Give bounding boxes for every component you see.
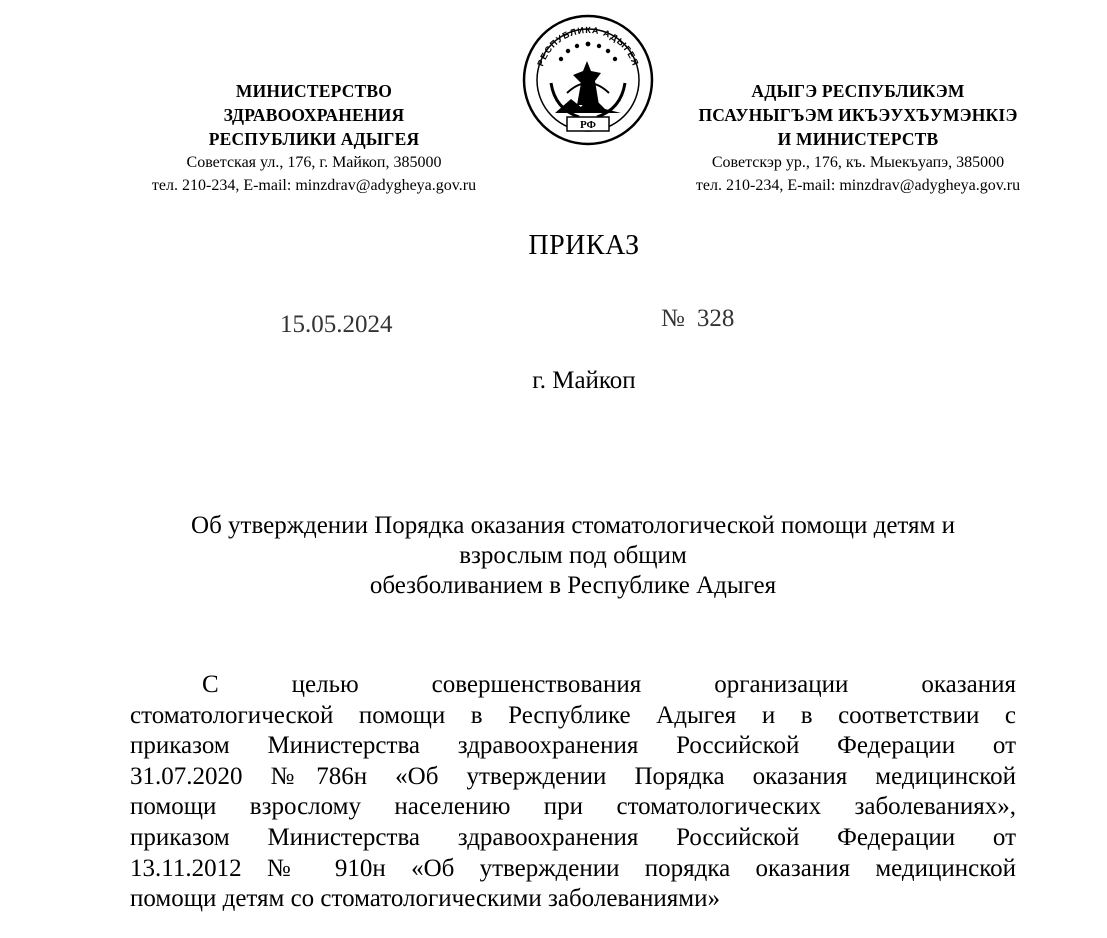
number-value: 328 [696,305,735,332]
header-left-ministry [100,79,528,197]
ministry-address-adyghe: Советскэр ур., 176, къ. Мыекъуапэ, 385000 [711,154,1005,171]
document-type-title: ПРИКАЗ [528,230,640,261]
header-right-ministry [640,79,1076,197]
ministry-name-line-adyghe: И МИНИСТЕРСТВ [777,129,939,149]
ministry-address: Советская ул., 176, г. Майкоп, 385000 [186,154,442,171]
number-sign: № [661,305,685,332]
subject-line: взрослым под общим [459,542,687,569]
emblem-ring-text: РЕСПУБЛИКА АДЫГЕЯ [535,24,641,68]
body-line: стоматологической помощи в Республике Адыгея и в соответствии с [130,701,1016,729]
ministry-contacts-adyghe: тел. 210-234, E-mail: minzdrav@adygheya.gov.ru [695,177,1021,194]
document-subject [130,511,1016,601]
document-city: г. Майкоп [532,367,636,394]
ministry-name-line: ЗДРАВООХРАНЕНИЯ [223,105,405,125]
body-line: помощи взрослому населению при стоматологических заболеваниях», [130,793,1016,821]
ministry-name-line: МИНИСТЕРСТВО [235,81,393,101]
ministry-name-line-adyghe: АДЫГЭ РЕСПУБЛИКЭМ [751,81,965,101]
body-line: приказом Министерства здравоохранения Российской Федерации от [130,823,1016,851]
document-date: 15.05.2024 [280,311,393,338]
subject-line: Об утверждении Порядка оказания стоматологической помощи детям и [191,512,955,539]
coat-of-arms-adygea-icon [521,13,655,147]
ministry-name-line-adyghe: ПСАУНЫГЪЭМ ИКЪЭУХЪУМЭНКIЭ [698,105,1018,125]
document-number [661,305,734,333]
body-line: 31.07.2020 №786н «Об утверждении Порядка оказания медицинской [130,762,1016,790]
body-line: помощи детям со стоматологическими заболеваниями» [130,885,720,913]
subject-line: обезболиванием в Республике Адыгея [369,572,777,599]
ministry-contacts: тел. 210-234, E-mail: minzdrav@adygheya.gov.ru [151,177,477,194]
ministry-name-line: РЕСПУБЛИКИ АДЫГЕЯ [208,129,420,149]
body-line: приказом Министерства здравоохранения Российской Федерации от [130,732,1016,760]
body-line: С целью совершенствования организации оказания [202,671,1016,698]
emblem-bottom-text: РФ [580,119,596,131]
document-body-paragraph [130,670,1016,915]
body-line: 13.11.2012 № 910н «Об утверждении порядка оказания медицинской [130,854,1016,882]
